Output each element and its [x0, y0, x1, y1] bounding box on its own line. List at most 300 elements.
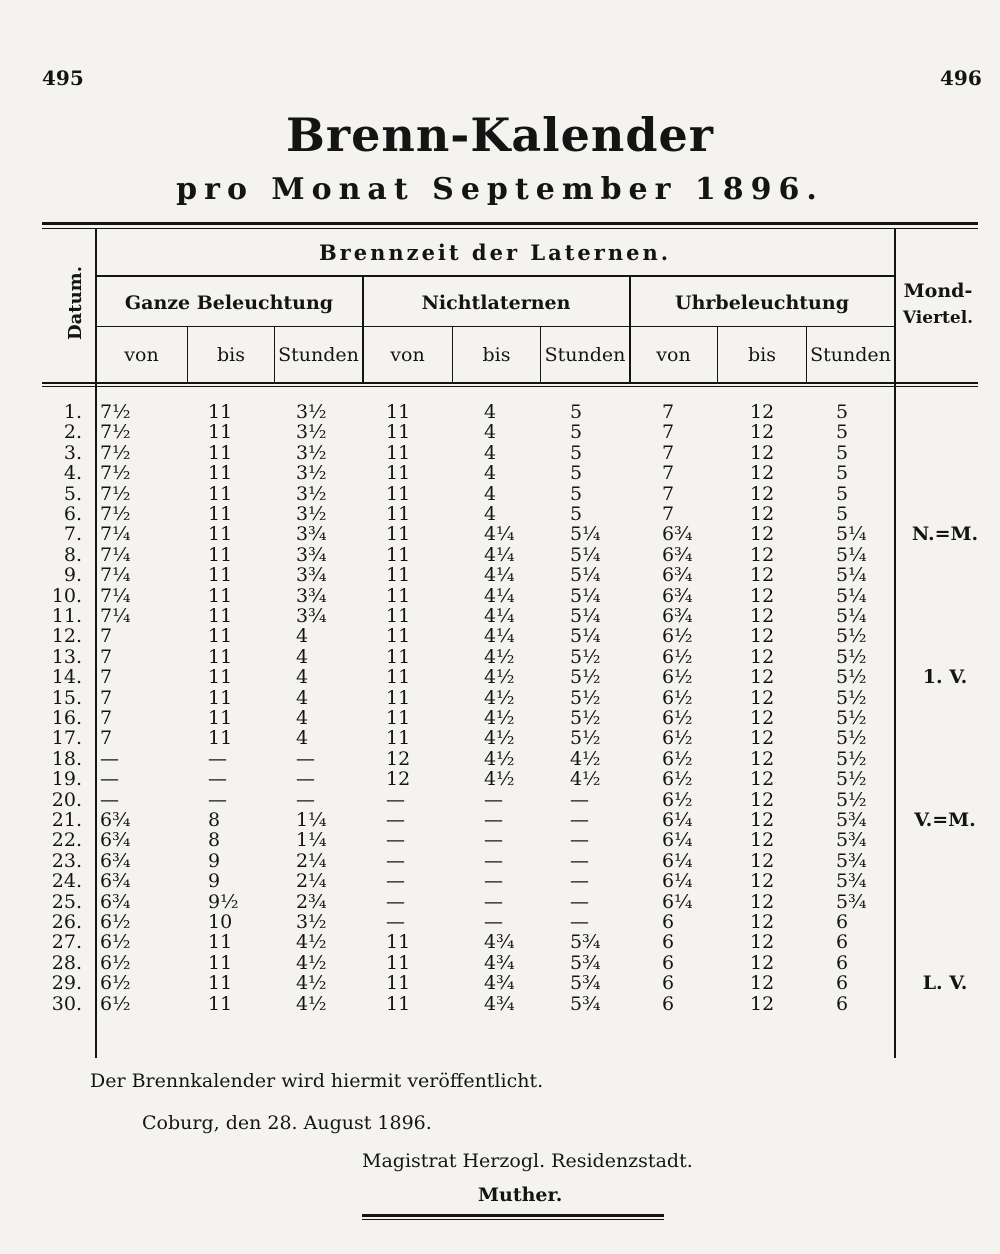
nicht-bis-cell: 4 — [484, 421, 497, 444]
uhr-bis-cell: 12 — [750, 543, 775, 566]
ganze-bis-cell: — — [208, 768, 227, 791]
ganze-von-cell: 6¾ — [100, 890, 131, 913]
uhr-bis-cell: 12 — [750, 503, 775, 525]
table-row — [0, 504, 1000, 524]
subheader-ganze-von: von — [124, 344, 159, 366]
nicht-von-cell: 11 — [386, 931, 411, 954]
uhr-bis-cell: 12 — [750, 401, 775, 423]
ganze-von-cell: 7½ — [100, 401, 131, 423]
uhr-von-cell: 6½ — [662, 788, 693, 811]
nicht-stunden-cell: 5 — [570, 421, 583, 444]
ganze-von-cell: 7 — [100, 686, 113, 709]
uhr-bis-cell: 12 — [750, 686, 775, 709]
ganze-stunden-cell: 3¾ — [296, 584, 327, 607]
uhr-bis-cell: 12 — [750, 584, 775, 607]
ganze-bis-cell: 11 — [208, 523, 233, 546]
ganze-von-cell: 7 — [100, 625, 113, 648]
ganze-stunden-cell: 4½ — [296, 931, 327, 954]
date-cell: 20. — [51, 788, 82, 811]
date-cell: 8. — [63, 543, 82, 566]
uhr-stunden-cell: 5¾ — [836, 849, 867, 872]
uhr-von-cell: 6 — [662, 951, 675, 974]
ganze-stunden-cell: — — [296, 788, 315, 811]
table-row — [0, 647, 1000, 667]
date-cell: 10. — [51, 584, 82, 607]
uhr-bis-cell: 12 — [750, 421, 775, 444]
uhr-stunden-cell: 5 — [836, 462, 849, 485]
ganze-bis-cell: 9 — [208, 849, 221, 872]
table-row — [0, 586, 1000, 606]
ganze-bis-cell: 11 — [208, 605, 233, 627]
ganze-stunden-cell: — — [296, 768, 315, 791]
ganze-von-cell: 7½ — [100, 462, 131, 485]
uhr-bis-cell: 12 — [750, 890, 775, 913]
ganze-von-cell: 6½ — [100, 931, 131, 954]
uhr-von-cell: 6¾ — [662, 605, 693, 627]
nicht-von-cell: 11 — [386, 951, 411, 974]
subheader-uhr-von: von — [656, 344, 691, 366]
nicht-von-cell: 12 — [386, 768, 411, 791]
nicht-bis-cell: — — [484, 890, 503, 913]
ganze-stunden-cell: 3¾ — [296, 543, 327, 566]
notice-text: Der Brennkalender wird hiermit veröffentlicht. — [90, 1070, 544, 1092]
nicht-von-cell: 11 — [386, 543, 411, 566]
nicht-stunden-cell: — — [570, 829, 589, 852]
ganze-stunden-cell: 1¼ — [296, 809, 327, 831]
uhr-bis-cell: 12 — [750, 564, 775, 587]
uhr-stunden-cell: 5½ — [836, 686, 867, 709]
ganze-bis-cell: 11 — [208, 707, 233, 729]
uhr-von-cell: 6¼ — [662, 890, 693, 913]
nicht-bis-cell: — — [484, 911, 503, 933]
ganze-bis-cell: 11 — [208, 951, 233, 974]
ganze-von-cell: 6¾ — [100, 849, 131, 872]
ganze-von-cell: 6½ — [100, 911, 131, 933]
ganze-stunden-cell: 2¼ — [296, 870, 327, 893]
uhr-stunden-cell: 5½ — [836, 625, 867, 648]
nicht-stunden-cell: 5¼ — [570, 584, 601, 607]
uhr-von-cell: 7 — [662, 401, 675, 423]
nicht-bis-cell: — — [484, 829, 503, 852]
nicht-bis-cell: 4¼ — [484, 625, 515, 648]
ganze-stunden-cell: 2¼ — [296, 849, 327, 872]
date-cell: 17. — [51, 727, 82, 750]
uhr-von-cell: 7 — [662, 441, 675, 464]
date-cell: 16. — [51, 707, 82, 729]
nicht-bis-cell: 4 — [484, 441, 497, 464]
ganze-bis-cell: 11 — [208, 992, 233, 1015]
nicht-bis-cell: 4 — [484, 482, 497, 505]
nicht-von-cell: 11 — [386, 401, 411, 423]
nicht-von-cell: 12 — [386, 747, 411, 770]
date-cell: 13. — [51, 645, 82, 668]
nicht-von-cell: 11 — [386, 727, 411, 750]
date-cell: 14. — [51, 666, 82, 689]
uhr-bis-cell: 12 — [750, 788, 775, 811]
uhr-bis-cell: 12 — [750, 972, 775, 995]
table-row — [0, 892, 1000, 912]
uhr-von-cell: 6 — [662, 931, 675, 954]
nicht-bis-cell: 4¾ — [484, 992, 515, 1015]
uhr-von-cell: 7 — [662, 462, 675, 485]
ganze-stunden-cell: 3¾ — [296, 564, 327, 587]
ganze-bis-cell: 11 — [208, 972, 233, 995]
table-row — [0, 769, 1000, 789]
nicht-bis-cell: — — [484, 870, 503, 893]
ganze-bis-cell: 8 — [208, 829, 221, 852]
uhr-stunden-cell: 5½ — [836, 707, 867, 729]
ganze-von-cell: 6½ — [100, 992, 131, 1015]
nicht-von-cell: 11 — [386, 992, 411, 1015]
subheader-nicht-stunden: Stunden — [544, 344, 626, 366]
nicht-von-cell: 11 — [386, 605, 411, 627]
uhr-stunden-cell: 6 — [836, 931, 849, 954]
uhr-von-cell: 6½ — [662, 686, 693, 709]
ganze-stunden-cell: 4 — [296, 727, 309, 750]
ganze-stunden-cell: 4 — [296, 686, 309, 709]
closing-rule-thin — [362, 1219, 664, 1220]
uhr-von-cell: 6¼ — [662, 849, 693, 872]
table-row — [0, 606, 1000, 626]
uhr-von-cell: 6¼ — [662, 870, 693, 893]
header-mond-line2: Viertel. — [902, 308, 974, 328]
uhr-stunden-cell: 5¼ — [836, 605, 867, 627]
uhr-stunden-cell: 5¼ — [836, 564, 867, 587]
page-number-left: 495 — [42, 66, 84, 90]
uhr-bis-cell: 12 — [750, 809, 775, 831]
ganze-bis-cell: 11 — [208, 564, 233, 587]
ganze-stunden-cell: 3½ — [296, 911, 327, 933]
date-cell: 4. — [63, 462, 82, 485]
document-title: Brenn-Kalender — [286, 108, 714, 162]
date-cell: 3. — [63, 441, 82, 464]
nicht-bis-cell: 4½ — [484, 768, 515, 791]
table-row — [0, 728, 1000, 748]
nicht-stunden-cell: — — [570, 788, 589, 811]
ganze-von-cell: 6½ — [100, 972, 131, 995]
ganze-bis-cell: 11 — [208, 421, 233, 444]
uhr-stunden-cell: 5 — [836, 503, 849, 525]
date-cell: 1. — [63, 401, 82, 423]
date-cell: 26. — [51, 911, 82, 933]
date-cell: 23. — [51, 849, 82, 872]
ganze-bis-cell: 11 — [208, 503, 233, 525]
ganze-stunden-cell: 4½ — [296, 992, 327, 1015]
uhr-stunden-cell: 5½ — [836, 768, 867, 791]
ganze-von-cell: — — [100, 788, 119, 811]
uhr-bis-cell: 12 — [750, 951, 775, 974]
ganze-stunden-cell: 1¼ — [296, 829, 327, 852]
date-cell: 5. — [63, 482, 82, 505]
uhr-von-cell: 6¾ — [662, 543, 693, 566]
nicht-von-cell: 11 — [386, 645, 411, 668]
ganze-von-cell: — — [100, 747, 119, 770]
nicht-stunden-cell: 5 — [570, 401, 583, 423]
subheader-nicht-von: von — [390, 344, 425, 366]
subheader-nicht-bis: bis — [482, 344, 511, 366]
uhr-von-cell: 7 — [662, 482, 675, 505]
table-row — [0, 524, 1000, 544]
uhr-stunden-cell: 5¼ — [836, 543, 867, 566]
date-cell: 25. — [51, 890, 82, 913]
nicht-stunden-cell: 4½ — [570, 747, 601, 770]
ganze-bis-cell: 11 — [208, 625, 233, 648]
date-cell: 9. — [63, 564, 82, 587]
nicht-stunden-cell: 5½ — [570, 686, 601, 709]
ganze-stunden-cell: 4 — [296, 645, 309, 668]
nicht-stunden-cell: 5½ — [570, 707, 601, 729]
ganze-bis-cell: 11 — [208, 584, 233, 607]
ganze-von-cell: 7 — [100, 645, 113, 668]
uhr-stunden-cell: 5 — [836, 401, 849, 423]
nicht-stunden-cell: — — [570, 911, 589, 933]
ganze-von-cell: 6¾ — [100, 829, 131, 852]
ganze-von-cell: 6½ — [100, 951, 131, 974]
nicht-bis-cell: 4¼ — [484, 564, 515, 587]
header-nichtlaternen: Nichtlaternen — [421, 292, 571, 314]
uhr-stunden-cell: 6 — [836, 911, 849, 933]
subheader-uhr-stunden: Stunden — [810, 344, 891, 366]
nicht-bis-cell: 4¼ — [484, 523, 515, 546]
date-cell: 24. — [51, 870, 82, 893]
uhr-von-cell: 6¾ — [662, 564, 693, 587]
nicht-stunden-cell: — — [570, 809, 589, 831]
ganze-stunden-cell: 4 — [296, 666, 309, 689]
ganze-von-cell: 7¼ — [100, 523, 131, 546]
date-cell: 6. — [63, 503, 82, 525]
nicht-stunden-cell: 5¼ — [570, 543, 601, 566]
table-row — [0, 973, 1000, 993]
uhr-bis-cell: 12 — [750, 645, 775, 668]
nicht-bis-cell: 4½ — [484, 666, 515, 689]
nicht-stunden-cell: 5 — [570, 503, 583, 525]
table-row — [0, 790, 1000, 810]
uhr-stunden-cell: 5 — [836, 441, 849, 464]
nicht-von-cell: 11 — [386, 564, 411, 587]
ganze-bis-cell: 11 — [208, 441, 233, 464]
header-ganze-beleuchtung: Ganze Beleuchtung — [124, 292, 334, 314]
ganze-bis-cell: 9 — [208, 870, 221, 893]
table-row — [0, 443, 1000, 463]
nicht-von-cell: 11 — [386, 523, 411, 546]
uhr-bis-cell: 12 — [750, 870, 775, 893]
ganze-bis-cell: 8 — [208, 809, 221, 831]
uhr-bis-cell: 12 — [750, 707, 775, 729]
uhr-stunden-cell: 5½ — [836, 727, 867, 750]
date-cell: 22. — [51, 829, 82, 852]
nicht-stunden-cell: 5 — [570, 441, 583, 464]
uhr-von-cell: 6¼ — [662, 809, 693, 831]
nicht-von-cell: 11 — [386, 584, 411, 607]
table-row — [0, 932, 1000, 952]
date-cell: 30. — [51, 992, 82, 1015]
ganze-stunden-cell: 4 — [296, 707, 309, 729]
date-cell: 15. — [51, 686, 82, 709]
ganze-bis-cell: 11 — [208, 482, 233, 505]
nicht-bis-cell: 4½ — [484, 686, 515, 709]
date-cell: 28. — [51, 951, 82, 974]
date-cell: 19. — [51, 768, 82, 791]
date-cell: 7. — [63, 523, 82, 546]
authority-text: Magistrat Herzogl. Residenzstadt. — [362, 1150, 693, 1172]
uhr-von-cell: 6 — [662, 972, 675, 995]
page-number-right: 496 — [940, 66, 982, 90]
ganze-stunden-cell: 3½ — [296, 421, 327, 444]
table-row — [0, 912, 1000, 932]
nicht-bis-cell: 4 — [484, 462, 497, 485]
nicht-von-cell: 11 — [386, 686, 411, 709]
nicht-stunden-cell: 5¼ — [570, 605, 601, 627]
ganze-bis-cell: 11 — [208, 401, 233, 423]
uhr-von-cell: 6½ — [662, 666, 693, 689]
uhr-bis-cell: 12 — [750, 482, 775, 505]
ganze-von-cell: 7½ — [100, 441, 131, 464]
uhr-stunden-cell: 5 — [836, 421, 849, 444]
nicht-von-cell: 11 — [386, 972, 411, 995]
ganze-bis-cell: 11 — [208, 645, 233, 668]
place-date-text: Coburg, den 28. August 1896. — [142, 1112, 432, 1134]
nicht-bis-cell: — — [484, 788, 503, 811]
nicht-stunden-cell: 5¾ — [570, 931, 601, 954]
document-subtitle: pro Monat September 1896. — [176, 172, 824, 207]
uhr-stunden-cell: 5¾ — [836, 890, 867, 913]
nicht-von-cell: — — [386, 870, 405, 893]
date-cell: 12. — [51, 625, 82, 648]
uhr-bis-cell: 12 — [750, 768, 775, 791]
nicht-von-cell: 11 — [386, 707, 411, 729]
uhr-bis-cell: 12 — [750, 523, 775, 546]
nicht-von-cell: 11 — [386, 482, 411, 505]
ganze-stunden-cell: 4 — [296, 625, 309, 648]
ganze-von-cell: 7¼ — [100, 543, 131, 566]
header-mond-line1: Mond- — [903, 280, 973, 302]
mond-viertel-cell: N.=M. — [911, 523, 979, 546]
ganze-stunden-cell: — — [296, 747, 315, 770]
nicht-bis-cell: 4¼ — [484, 584, 515, 607]
nicht-stunden-cell: 5½ — [570, 645, 601, 668]
date-cell: 11. — [51, 605, 82, 627]
table-row — [0, 749, 1000, 769]
uhr-bis-cell: 12 — [750, 666, 775, 689]
nicht-stunden-cell: — — [570, 849, 589, 872]
ganze-stunden-cell: 4½ — [296, 951, 327, 974]
date-cell: 29. — [51, 972, 82, 995]
nicht-stunden-cell: 5 — [570, 482, 583, 505]
mond-viertel-cell: L. V. — [922, 972, 968, 995]
date-cell: 27. — [51, 931, 82, 954]
uhr-stunden-cell: 5½ — [836, 747, 867, 770]
nicht-von-cell: — — [386, 849, 405, 872]
ganze-stunden-cell: 3½ — [296, 462, 327, 485]
uhr-von-cell: 7 — [662, 421, 675, 444]
table-row — [0, 994, 1000, 1014]
uhr-bis-cell: 12 — [750, 911, 775, 933]
ganze-stunden-cell: 3½ — [296, 441, 327, 464]
uhr-bis-cell: 12 — [750, 931, 775, 954]
ganze-von-cell: 7½ — [100, 482, 131, 505]
nicht-bis-cell: 4½ — [484, 747, 515, 770]
nicht-stunden-cell: 5¼ — [570, 564, 601, 587]
ganze-von-cell: 7 — [100, 666, 113, 689]
uhr-stunden-cell: 6 — [836, 992, 849, 1015]
uhr-stunden-cell: 5¾ — [836, 809, 867, 831]
ganze-bis-cell: 11 — [208, 931, 233, 954]
uhr-stunden-cell: 5 — [836, 482, 849, 505]
uhr-von-cell: 6½ — [662, 707, 693, 729]
uhr-bis-cell: 12 — [750, 829, 775, 852]
nicht-bis-cell: 4½ — [484, 645, 515, 668]
nicht-stunden-cell: 5¾ — [570, 951, 601, 974]
closing-rule — [362, 1214, 664, 1217]
uhr-von-cell: 6 — [662, 992, 675, 1015]
table-row — [0, 810, 1000, 830]
ganze-von-cell: 7½ — [100, 421, 131, 444]
table-row — [0, 626, 1000, 646]
uhr-stunden-cell: 5¾ — [836, 829, 867, 852]
ganze-bis-cell: 11 — [208, 686, 233, 709]
mond-viertel-cell: V.=M. — [914, 809, 976, 831]
nicht-von-cell: — — [386, 911, 405, 933]
nicht-bis-cell: 4½ — [484, 727, 515, 750]
uhr-bis-cell: 12 — [750, 747, 775, 770]
nicht-von-cell: — — [386, 809, 405, 831]
nicht-stunden-cell: — — [570, 870, 589, 893]
table-row — [0, 422, 1000, 442]
uhr-stunden-cell: 5¼ — [836, 584, 867, 607]
nicht-von-cell: — — [386, 788, 405, 811]
uhr-stunden-cell: 5¾ — [836, 870, 867, 893]
ganze-stunden-cell: 3½ — [296, 503, 327, 525]
ganze-stunden-cell: 2¾ — [296, 890, 327, 913]
nicht-bis-cell: — — [484, 849, 503, 872]
ganze-von-cell: 7½ — [100, 503, 131, 525]
ganze-von-cell: 7¼ — [100, 605, 131, 627]
ganze-bis-cell: 11 — [208, 727, 233, 750]
uhr-von-cell: 6½ — [662, 747, 693, 770]
uhr-von-cell: 6¾ — [662, 523, 693, 546]
nicht-von-cell: — — [386, 890, 405, 913]
nicht-stunden-cell: 5 — [570, 462, 583, 485]
nicht-bis-cell: 4¼ — [484, 605, 515, 627]
nicht-stunden-cell: 5½ — [570, 727, 601, 750]
ganze-bis-cell: 9½ — [208, 890, 239, 913]
nicht-von-cell: 11 — [386, 441, 411, 464]
table-row — [0, 402, 1000, 422]
table-row — [0, 484, 1000, 504]
nicht-bis-cell: 4 — [484, 401, 497, 423]
nicht-bis-cell: — — [484, 809, 503, 831]
table-row — [0, 463, 1000, 483]
nicht-stunden-cell: 5¾ — [570, 972, 601, 995]
uhr-von-cell: 7 — [662, 503, 675, 525]
nicht-von-cell: 11 — [386, 625, 411, 648]
uhr-von-cell: 6 — [662, 911, 675, 933]
ganze-stunden-cell: 3¾ — [296, 605, 327, 627]
uhr-bis-cell: 12 — [750, 992, 775, 1015]
nicht-bis-cell: 4¼ — [484, 543, 515, 566]
nicht-stunden-cell: 5¼ — [570, 523, 601, 546]
table-row — [0, 830, 1000, 850]
uhr-von-cell: 6½ — [662, 625, 693, 648]
ganze-bis-cell: — — [208, 788, 227, 811]
nicht-bis-cell: 4¾ — [484, 931, 515, 954]
nicht-bis-cell: 4½ — [484, 707, 515, 729]
uhr-stunden-cell: 5½ — [836, 788, 867, 811]
nicht-stunden-cell: 4½ — [570, 768, 601, 791]
ganze-bis-cell: 11 — [208, 462, 233, 485]
table-row — [0, 871, 1000, 891]
uhr-stunden-cell: 5¼ — [836, 523, 867, 546]
